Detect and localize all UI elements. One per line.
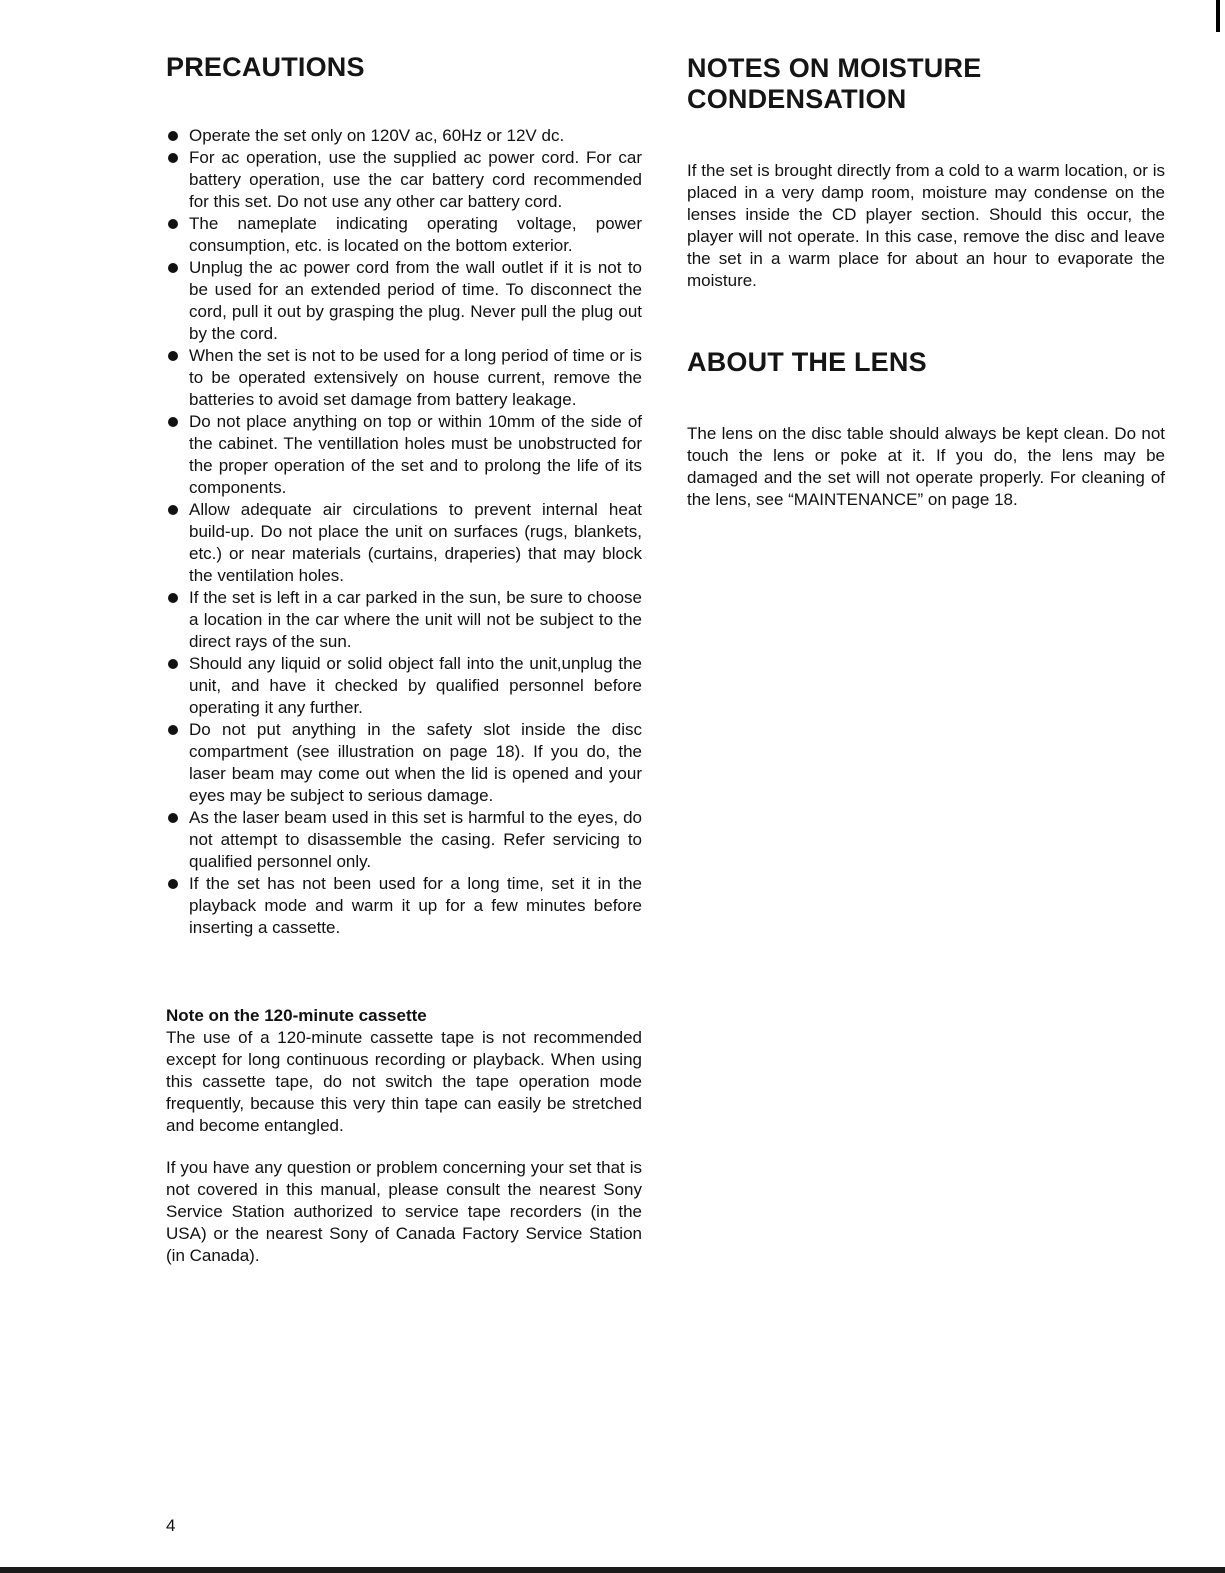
precaution-item xyxy=(166,873,642,939)
bullet-icon xyxy=(168,505,178,515)
bullet-icon xyxy=(168,593,178,603)
precaution-text: The nameplate indicating operating voltage, power consumption, etc. is located on the bottom exterior. xyxy=(189,214,642,255)
bullet-icon xyxy=(168,813,178,823)
precaution-item xyxy=(166,807,642,873)
bullet-icon xyxy=(168,131,178,141)
bullet-icon xyxy=(168,659,178,669)
precaution-text: Do not place anything on top or within 10mm of the side of the cabinet. The ventillation holes must be unobstructed for the proper operation of the set and to prolong the life of its components. xyxy=(189,412,642,497)
cassette-note-body: The use of a 120-minute cassette tape is not recommended except for long continuous recording or playback. When using this cassette tape, do not switch the tape operation mode frequently, because this very thin tape can easily be stretched and become entangled. xyxy=(166,1028,642,1135)
precaution-text: If the set is left in a car parked in the sun, be sure to choose a location in the car where the unit will not be subject to the direct rays of the sun. xyxy=(189,588,642,651)
page-number: 4 xyxy=(166,1516,176,1535)
bullet-icon xyxy=(168,153,178,163)
precaution-item xyxy=(166,719,642,807)
precaution-text: Do not put anything in the safety slot inside the disc compartment (see illustration on page 18). If you do, the laser beam may come out when the lid is opened and your eyes may be subject to serious damage. xyxy=(189,720,642,805)
precaution-item xyxy=(166,147,642,213)
bullet-icon xyxy=(168,263,178,273)
bullet-icon xyxy=(168,219,178,229)
moisture-paragraph: If the set is brought directly from a cold to a warm location, or is placed in a very damp room, moisture may condense on the lenses inside the CD player section. Should this occur, the player will not operate. In this case, remove the disc and leave the set in a warm place for about an hour to evaporate the moisture. xyxy=(687,161,1165,290)
service-contact-paragraph: If you have any question or problem concerning your set that is not covered in this manual, please consult the nearest Sony Service Station authorized to service tape recorders (in the USA) or the nearest Sony of Canada Factory Service Station (in Canada). xyxy=(166,1158,642,1265)
precaution-text: If the set has not been used for a long time, set it in the playback mode and warm it up for a few minutes before inserting a cassette. xyxy=(189,874,642,937)
precaution-item xyxy=(166,499,642,587)
moisture-heading: NOTES ON MOISTURE CONDENSATION xyxy=(687,53,982,114)
lens-heading: ABOUT THE LENS xyxy=(687,347,927,377)
precautions-list xyxy=(166,125,642,939)
precaution-item xyxy=(166,411,642,499)
precaution-item xyxy=(166,653,642,719)
lens-paragraph: The lens on the disc table should always be kept clean. Do not touch the lens or poke at it. If you do, the lens may be damaged and the set will not operate properly. For cleaning of the lens, see “MAINTENANCE” on page 18. xyxy=(687,424,1165,509)
precaution-text: Unplug the ac power cord from the wall outlet if it is not to be used for an extended period of time. To disconnect the cord, pull it out by grasping the plug. Never pull the plug out by the cord. xyxy=(189,258,642,343)
precaution-text: Should any liquid or solid object fall into the unit,unplug the unit, and have it checked by qualified personnel before operating it any further. xyxy=(189,654,642,717)
precaution-item xyxy=(166,213,642,257)
precaution-item xyxy=(166,345,642,411)
precaution-text: For ac operation, use the supplied ac power cord. For car battery operation, use the car battery cord recommended for this set. Do not use any other car battery cord. xyxy=(189,148,642,211)
precautions-heading: PRECAUTIONS xyxy=(166,52,365,82)
precaution-item xyxy=(166,587,642,653)
bullet-icon xyxy=(168,725,178,735)
scan-bottom-edge xyxy=(0,1567,1225,1573)
precaution-text: Allow adequate air circulations to prevent internal heat build-up. Do not place the unit on surfaces (rugs, blankets, etc.) or near materials (curtains, draperies) that may block the ventilation holes. xyxy=(189,500,642,585)
precaution-text: Operate the set only on 120V ac, 60Hz or 12V dc. xyxy=(189,126,565,145)
precaution-text: As the laser beam used in this set is harmful to the eyes, do not attempt to disassemble the casing. Refer servicing to qualified personnel only. xyxy=(189,808,642,871)
precaution-text: When the set is not to be used for a long period of time or is to be operated extensively on house current, remove the batteries to avoid set damage from battery leakage. xyxy=(189,346,642,409)
bullet-icon xyxy=(168,351,178,361)
precaution-item xyxy=(166,125,642,147)
precaution-item xyxy=(166,257,642,345)
cassette-note-title: Note on the 120-minute cassette xyxy=(166,1006,427,1025)
scan-edge-mark xyxy=(1216,0,1220,32)
bullet-icon xyxy=(168,879,178,889)
bullet-icon xyxy=(168,417,178,427)
